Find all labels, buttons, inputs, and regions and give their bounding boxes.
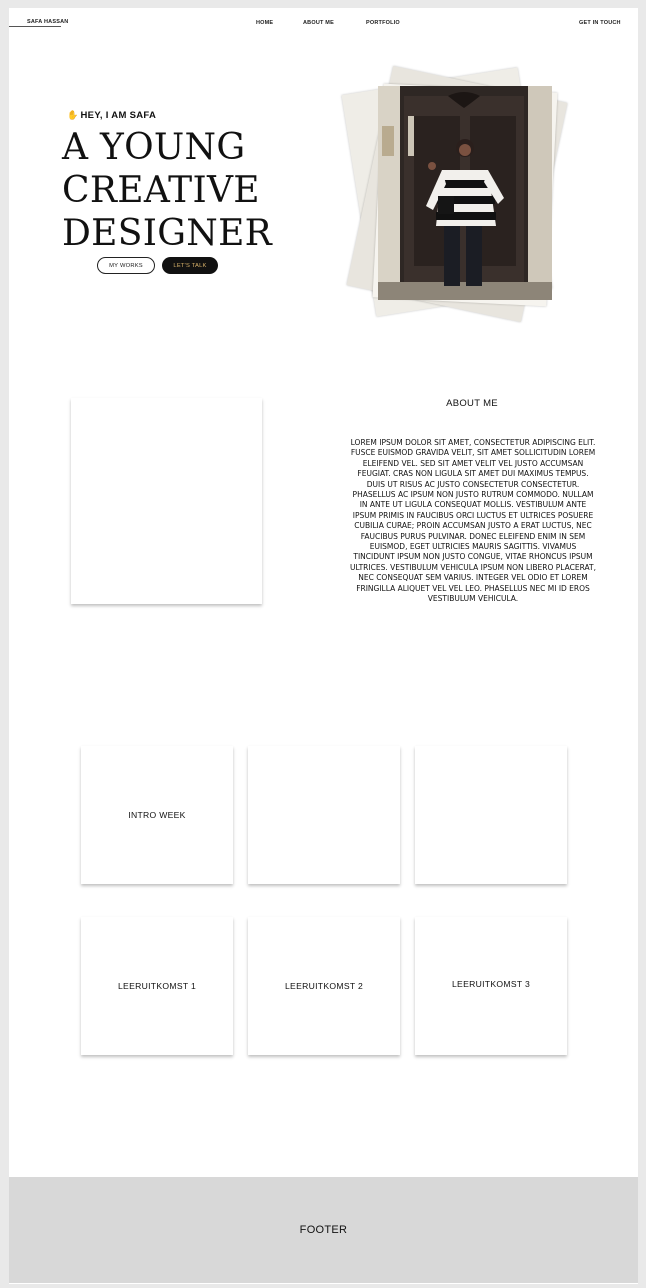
hero-photo — [378, 86, 552, 300]
hero-greeting-text: HEY, I AM SAFA — [80, 110, 157, 121]
portfolio-card-empty[interactable] — [415, 746, 567, 884]
footer — [9, 1177, 638, 1283]
nav-get-in-touch[interactable]: GET IN TOUCH — [579, 20, 621, 26]
my-works-button[interactable]: MY WORKS — [97, 257, 155, 274]
footer-label: FOOTER — [299, 1224, 348, 1236]
headline-line-2: CREATIVE — [62, 170, 260, 211]
nav-portfolio[interactable]: PORTFOLIO — [366, 20, 400, 26]
lets-talk-button[interactable]: LET'S TALK — [162, 257, 218, 274]
portfolio-card-leeruitkomst-1[interactable]: LEERUITKOMST 1 — [81, 917, 233, 1055]
hero-headline — [62, 126, 272, 255]
about-text: LOREM IPSUM DOLOR SIT AMET, CONSECTETUR ADIPISCING ELIT. FUSCE EUISMOD GRAVIDA VELIT, SIT AMET SOLLICITUDIN LOREM ELEIFEND VEL. SED SIT AMET VELIT VEL JUSTO ACCUMSAN FEUGIAT. CRAS NON LIGULA SIT AMET DUI MAXIMUS TEMPUS. DUIS UT RISUS AC JUSTO CONSECTETUR CONSECTETUR. PHASELLUS AC IPSUM NON JUSTO RUTRUM COMMODO. NULLAM IN ANTE UT LIGULA CONSEQUAT MOLLIS. VESTIBULUM ANTE IPSUM PRIMIS IN FAUCIBUS ORCI LUCTUS ET ULTRICES POSUERE CUBILIA CURAE; PROIN ACCUMSAN JUSTO A ERAT LUCTUS, NEC FAUCIBUS PURUS PULVINAR. DONEC ELEIFEND ENIM IN SEM EUISMOD, EGET ULTRICIES MAURIS SAGITTIS. VIVAMUS TINCIDUNT IPSUM NON JUSTO CONGUE, VITAE RHONCUS IPSUM ULTRICES. VESTIBULUM VEHICULA IPSUM NON LIBERO PLACERAT, NEC CONSEQUAT SEM VARIUS. INTEGER VEL ODIO ET LOREM FRINGILLA ALIQUET VEL VEL LEO. PHASELLUS NEC MI ID EROS VESTIBULUM VEHICULA. — [349, 438, 597, 604]
portfolio-card-leeruitkomst-2[interactable]: LEERUITKOMST 2 — [248, 917, 400, 1055]
headline-line-1: A YOUNG — [62, 127, 246, 168]
headline-line-3: DESIGNER — [62, 213, 273, 254]
about-image-card — [71, 398, 262, 604]
portfolio-card-empty[interactable] — [248, 746, 400, 884]
portfolio-card-intro-week[interactable]: INTRO WEEK — [81, 746, 233, 884]
brand-logo[interactable]: SAFA HASSAN — [27, 19, 69, 25]
waving-hand-icon: ✋ — [67, 110, 79, 120]
portfolio-card-leeruitkomst-3[interactable]: LEERUITKOMST 3 — [415, 917, 567, 1055]
brand-underline — [9, 26, 61, 27]
hero-greeting — [67, 110, 156, 121]
nav-about-me[interactable]: ABOUT ME — [303, 20, 334, 26]
hero-photo-stack — [338, 62, 588, 332]
about-title: ABOUT ME — [446, 398, 498, 409]
nav-home[interactable]: HOME — [256, 20, 274, 26]
